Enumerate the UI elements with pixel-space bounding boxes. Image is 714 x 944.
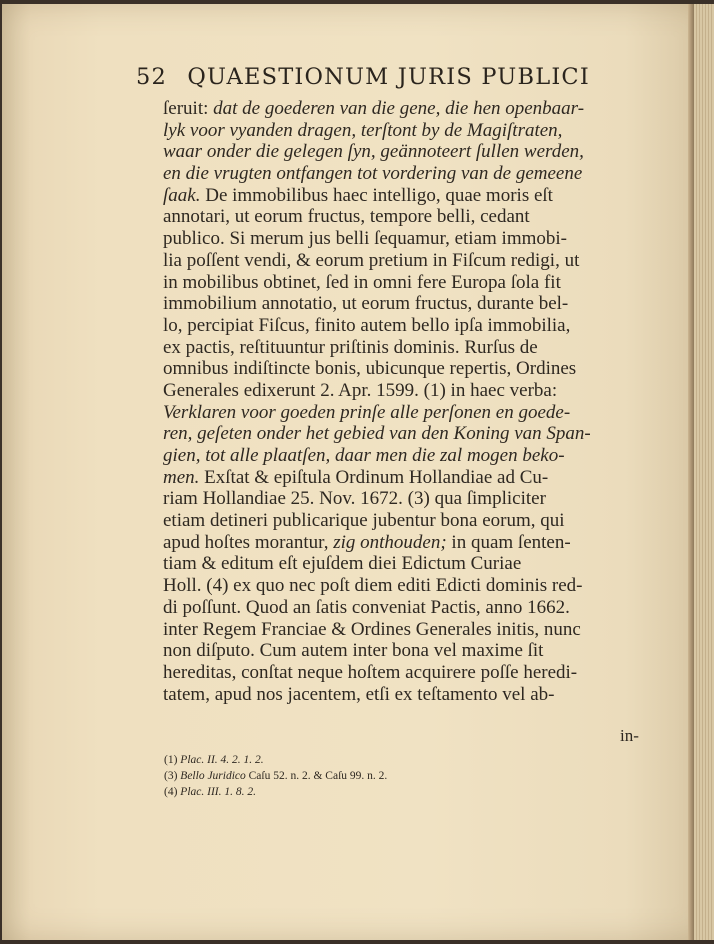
page-title: QUAESTIONUM JURIS PUBLICI [187, 64, 590, 90]
roman-text: omnibus indiſtincte bonis, ubicunque repertis, Ordines [163, 358, 577, 380]
text-line [163, 597, 650, 619]
text-line [163, 619, 650, 641]
running-header [136, 64, 636, 96]
book-page [2, 4, 710, 940]
text-line [163, 185, 650, 207]
roman-text: lo, percipiat Fiſcus, finito autem bello ipſa immobilia, [163, 314, 571, 336]
roman-text: (4) [164, 786, 181, 798]
roman-text: di poſſunt. Quod an ſatis conveniat Pactis, anno 1662. [163, 596, 570, 618]
italic-text: ren, geſeten onder het gebied van den Koning van Span- [163, 423, 591, 445]
text-line [163, 575, 650, 597]
text-line [163, 358, 650, 380]
roman-text: in mobilibus obtinet, ſed in omni fere Europa ſola fit [163, 271, 561, 293]
text-line [163, 98, 650, 120]
footnote [164, 784, 464, 800]
page-edges [694, 4, 714, 940]
italic-text: ſaak. [163, 184, 201, 206]
roman-text: hereditas, conſtat neque hoſtem acquirere poſſe heredi- [163, 661, 578, 683]
roman-text: etiam detineri publicarique jubentur bona eorum, qui [163, 510, 565, 532]
roman-text: Caſu 52. n. 2. & Caſu 99. n. 2. [245, 770, 388, 782]
roman-text: immobilium annotatio, ut eorum fructus, durante bel- [163, 293, 569, 315]
text-line [163, 640, 650, 662]
text-line [163, 532, 650, 554]
footnote [164, 768, 464, 784]
text-line [163, 684, 650, 706]
roman-text: non diſputo. Cum autem inter bona vel maxime ſit [163, 640, 544, 662]
italic-text: Verklaren voor goeden prinſe alle perſonen en goede- [163, 401, 571, 423]
roman-text: riam Hollandiae 25. Nov. 1672. (3) qua ſimpliciter [163, 488, 546, 510]
page-number: 52 [136, 64, 168, 90]
text-line [163, 163, 650, 185]
text-line [163, 293, 650, 315]
roman-text: apud hoſtes morantur, [163, 531, 334, 553]
text-line [163, 662, 650, 684]
roman-text: (3) [164, 770, 181, 782]
italic-text: zig onthouden; [333, 531, 447, 553]
roman-text: Exſtat & epiſtula Ordinum Hollandiae ad Cu- [199, 466, 549, 488]
roman-text: Generales edixerunt 2. Apr. 1599. (1) in haec verba: [163, 379, 558, 401]
italic-text: men. [163, 466, 200, 488]
roman-text: tatem, apud nos jacentem, etſi ex teſtamento vel ab- [163, 683, 555, 705]
text-line [163, 272, 650, 294]
text-line [163, 315, 650, 337]
italic-text: en die vrugten ontfangen tot vordering van de gemeene [163, 163, 583, 185]
roman-text: (1) [164, 754, 181, 766]
footnotes [164, 752, 464, 800]
body-text [163, 98, 650, 705]
italic-text: lyk voor vyanden dragen, terſtont by de Magiſtraten, [163, 119, 563, 141]
text-line [163, 141, 650, 163]
italic-text: Bello Juridico [180, 770, 246, 782]
text-line [163, 120, 650, 142]
text-line [163, 488, 650, 510]
italic-text: Plac. III. 1. 8. 2. [180, 786, 256, 798]
text-line [163, 423, 650, 445]
roman-text: tiam & editum eſt ejuſdem diei Edictum Curiae [163, 553, 522, 575]
italic-text: dat de goederen van die gene, die hen openbaar- [213, 98, 585, 119]
roman-text: inter Regem Franciae & Ordines Generales initis, nunc [163, 618, 581, 640]
roman-text: in quam ſenten- [446, 531, 571, 553]
text-line [163, 510, 650, 532]
italic-text: gien, tot alle plaatſen, daar men die zal mogen beko- [163, 445, 565, 466]
roman-text: lia poſſent vendi, & eorum pretium in Fiſcum redigi, ut [163, 249, 580, 271]
footnote [164, 752, 464, 768]
text-line [163, 206, 650, 228]
text-line [163, 553, 650, 575]
roman-text: De immobilibus haec intelligo, quae moris eſt [200, 184, 553, 206]
text-line [163, 337, 650, 359]
catchword: in- [620, 726, 639, 745]
italic-text: Plac. II. 4. 2. 1. 2. [180, 754, 264, 766]
roman-text: ſeruit: [163, 98, 214, 119]
italic-text: waar onder die gelegen ſyn, geännoteert ſullen werden, [163, 141, 584, 163]
roman-text: Holl. (4) ex quo nec poſt diem editi Edicti dominis red- [163, 575, 583, 597]
text-line [163, 445, 650, 467]
text-line [163, 380, 650, 402]
roman-text: annotari, ut eorum fructus, tempore belli, cedant [163, 206, 530, 228]
text-line [163, 250, 650, 272]
text-line [163, 402, 650, 424]
text-line [163, 228, 650, 250]
roman-text: publico. Si merum jus belli ſequamur, etiam immobi- [163, 228, 567, 250]
text-line [163, 467, 650, 489]
roman-text: ex pactis, reſtituuntur priſtinis dominis. Rurſus de [163, 336, 538, 358]
